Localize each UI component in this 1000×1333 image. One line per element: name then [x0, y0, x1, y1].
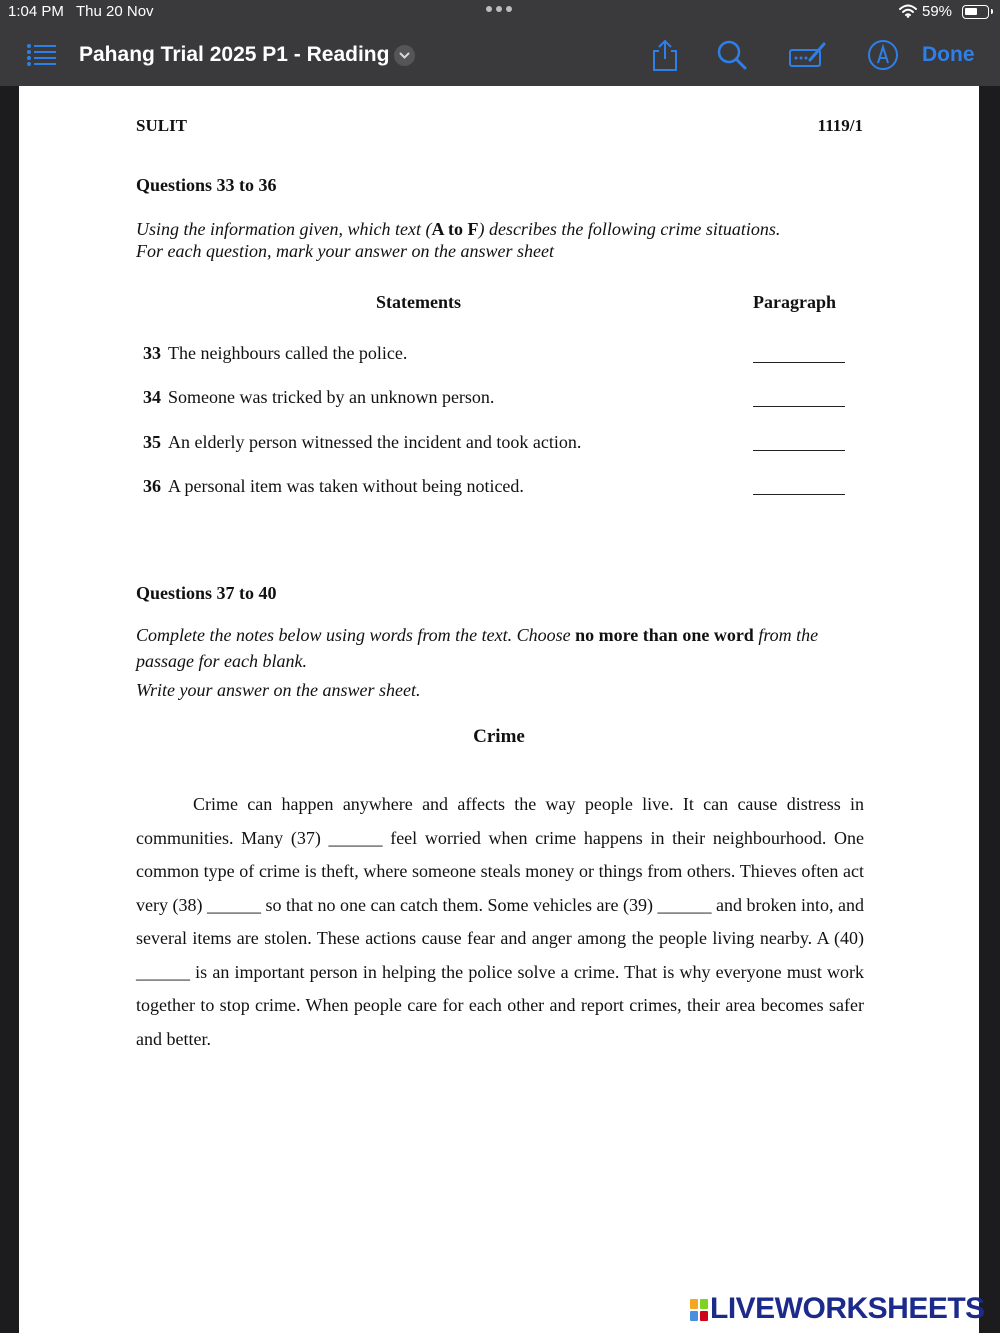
list-icon[interactable] [26, 42, 56, 68]
liveworksheets-logo-icon [690, 1299, 708, 1321]
battery-level-fill [965, 8, 977, 15]
document-toolbar [0, 24, 1000, 86]
battery-percentage: 59% [922, 3, 953, 20]
passage-title: Crime [473, 726, 525, 747]
answer-blank-35[interactable] [753, 450, 845, 451]
question-number: 35 [143, 432, 161, 452]
instr1-part-a: Using the information given, which text ( [136, 219, 432, 239]
section2-instruction [136, 622, 856, 674]
chevron-down-icon[interactable] [394, 45, 415, 66]
passage-text: Crime can happen anywhere and affects the way people live. It can cause distress in communities. Many (37) ______ feel worried when crime happens in their neighbourhood. One common type of crime is theft, where someone steals money or things from others. Thieves often act very (38) ______ so that no one can catch them. Some vehicles are (39) ______ and broken into, and several items are stolen. These actions cause fear and anger among the people living nearby. A (40) ______ is an important person in helping the police solve a crime. That is why everyone must work together to stop crime. When people care for each other and report crimes, their area becomes safer and better. [136, 794, 864, 1049]
header-code: 1119/1 [817, 116, 863, 135]
document-title[interactable]: Pahang Trial 2025 P1 - Reading [79, 43, 390, 66]
instr1-part-b: ) describes the following crime situations. [478, 219, 781, 239]
battery-tip [991, 9, 993, 14]
question-35 [143, 432, 581, 453]
instr2-bold: no more than one word [575, 625, 754, 645]
instr2-part-a: Complete the notes below using words from the text. Choose [136, 625, 576, 645]
instr2-line3: Write your answer on the answer sheet. [136, 680, 421, 700]
header-sulit: SULIT [136, 116, 188, 135]
answer-blank-34[interactable] [753, 406, 845, 407]
section1-instruction [136, 218, 780, 262]
question-number: 36 [143, 476, 161, 496]
question-33 [143, 343, 407, 364]
done-button[interactable]: Done [922, 43, 975, 66]
status-time: 1:04 PM [8, 3, 64, 20]
column-header-statements: Statements [376, 292, 461, 312]
answer-blank-33[interactable] [753, 362, 845, 363]
markup-icon[interactable] [788, 38, 828, 72]
battery-icon [962, 5, 989, 19]
liveworksheets-logo [690, 1292, 990, 1328]
instr1-line2: For each question, mark your answer on the answer sheet [136, 241, 554, 261]
share-icon[interactable] [648, 38, 682, 72]
section-title-37-40: Questions 37 to 40 [136, 583, 277, 603]
pen-icon[interactable] [866, 38, 900, 72]
column-header-paragraph: Paragraph [753, 292, 836, 312]
document-page[interactable] [19, 86, 979, 1333]
section-title-33-36: Questions 33 to 36 [136, 175, 277, 195]
status-date: Thu 20 Nov [76, 3, 154, 20]
multitasking-dots-icon[interactable] [486, 6, 512, 12]
question-text: The neighbours called the police. [168, 343, 408, 363]
question-text: Someone was tricked by an unknown person. [168, 387, 495, 407]
search-icon[interactable] [715, 38, 749, 72]
question-text: A personal item was taken without being noticed. [168, 476, 524, 496]
question-text: An elderly person witnessed the incident and took action. [168, 432, 582, 452]
wifi-icon [899, 4, 917, 18]
answer-blank-36[interactable] [753, 494, 845, 495]
liveworksheets-logo-text: LIVEWORKSHEETS [710, 1292, 985, 1325]
question-36 [143, 476, 524, 497]
question-34 [143, 387, 494, 408]
instr1-bold: A to F [431, 219, 479, 239]
instr2-part-b: from the passage for each blank. [136, 625, 819, 671]
question-number: 33 [143, 343, 161, 363]
question-number: 34 [143, 387, 161, 407]
status-bar [0, 0, 1000, 24]
